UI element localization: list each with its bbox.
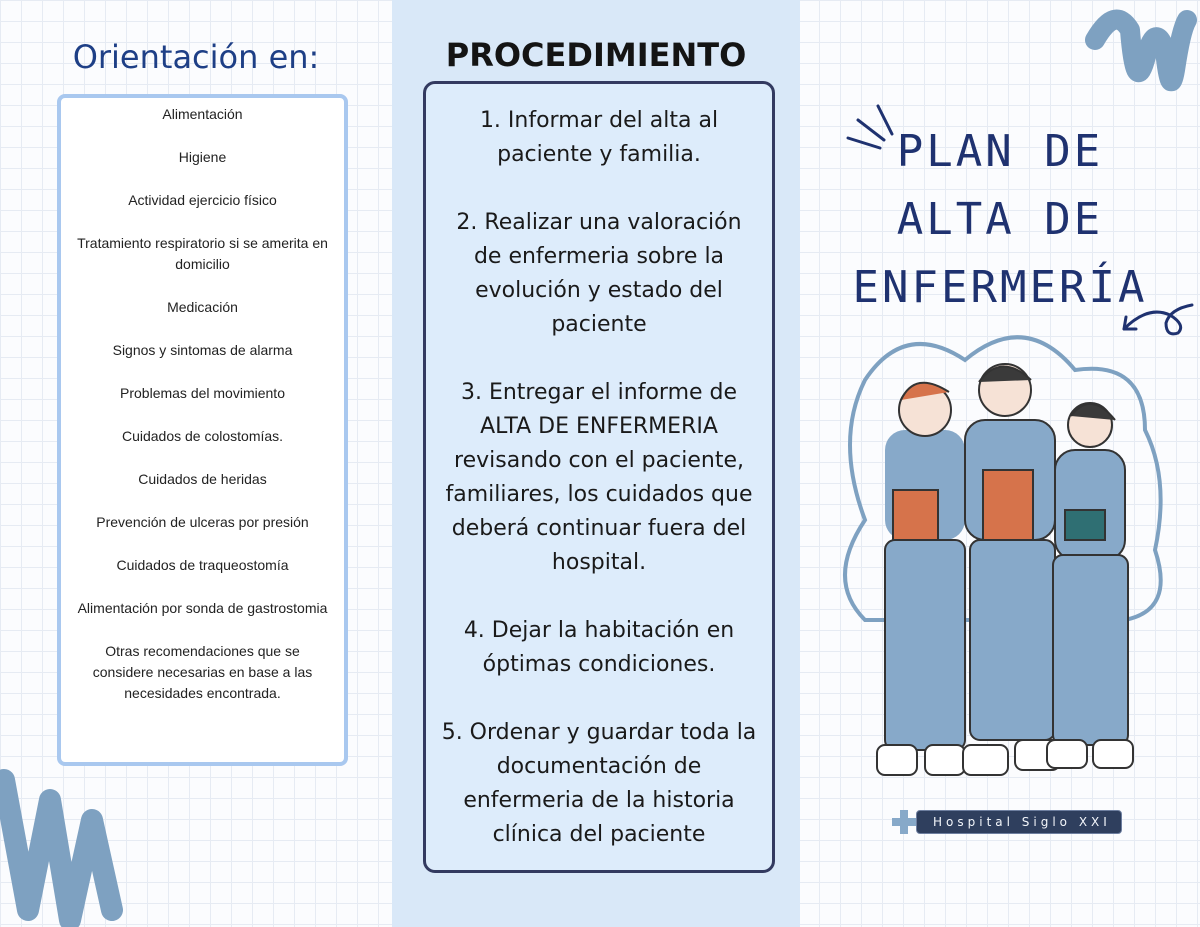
- topic-item: Alimentación por sonda de gastrostomia: [77, 600, 328, 616]
- right-panel: [800, 0, 1200, 927]
- topic-item: Otras recomendaciones que se considere necesarias en base a las necesidades encontrada.: [92, 643, 313, 701]
- steps-box: [423, 81, 775, 873]
- left-panel: [0, 0, 392, 927]
- topic-item: Cuidados de heridas: [138, 471, 267, 487]
- topic-item: Medicación: [167, 299, 238, 315]
- plan-title-line: PLAN DE: [896, 126, 1104, 177]
- procedure-step: 1. Informar del alta al paciente y familia.: [479, 108, 719, 167]
- procedure-title: PROCEDIMIENTO: [445, 36, 747, 74]
- topic-item: Problemas del movimiento: [120, 385, 285, 401]
- procedure-step: 4. Dejar la habitación en óptimas condiciones.: [463, 618, 735, 677]
- plan-title: [830, 118, 1170, 322]
- plan-title-line: ENFERMERÍA: [852, 262, 1148, 313]
- scribble-decoration-left: [0, 760, 130, 927]
- topics-box: [57, 94, 348, 766]
- plan-title-line: ALTA DE: [896, 194, 1104, 245]
- hospital-name: Hospital Siglo XXI: [916, 810, 1122, 834]
- topic-item: Tratamiento respiratorio si se amerita en domicilio: [77, 235, 328, 272]
- topic-item: Actividad ejercicio físico: [128, 192, 277, 208]
- topic-item: Prevención de ulceras por presión: [96, 514, 309, 530]
- topic-item: Signos y sintomas de alarma: [112, 342, 293, 358]
- procedure-step: 2. Realizar una valoración de enfermeria sobre la evolución y estado del paciente: [456, 210, 742, 337]
- nurses-illustration: [825, 320, 1175, 790]
- topic-item: Higiene: [178, 149, 227, 165]
- topic-item: Cuidados de colostomías.: [121, 428, 284, 444]
- procedure-step: 3. Entregar el informe de ALTA DE ENFERMERIA revisando con el paciente, familiares, los cuidados que deberá continuar fuera del hospital.: [445, 380, 753, 575]
- left-panel-title: Orientación en:: [72, 38, 320, 76]
- middle-panel: [392, 0, 800, 927]
- topic-item: Alimentación: [162, 106, 243, 122]
- medical-cross-icon: [890, 808, 918, 836]
- procedure-step: 5. Ordenar y guardar toda la documentación de enfermeria de la historia clínica del paciente: [441, 720, 757, 847]
- topics-list: [75, 104, 330, 704]
- topic-item: Cuidados de traqueostomía: [116, 557, 289, 573]
